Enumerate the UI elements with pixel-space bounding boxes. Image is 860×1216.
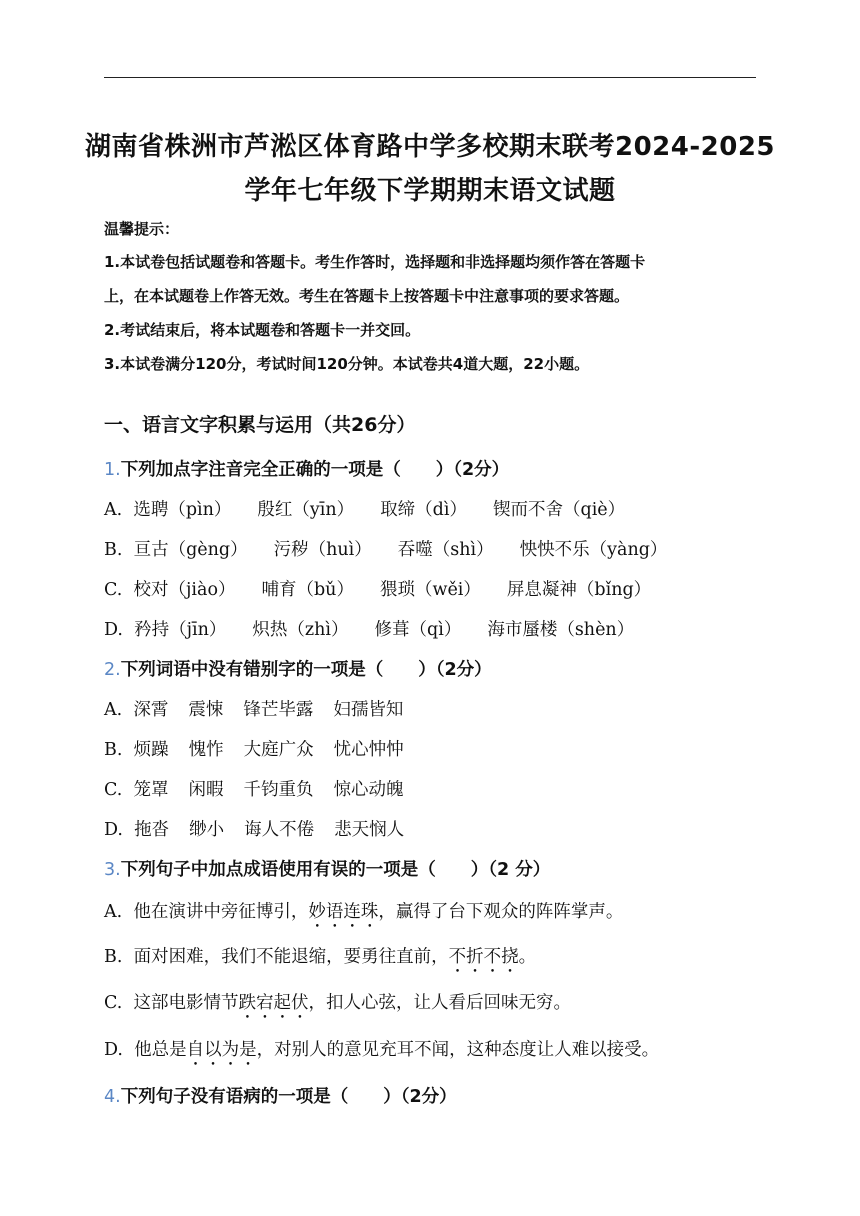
option-text-after: ，对别人的意见充耳不闻，这种态度让人难以接受。 bbox=[256, 1040, 660, 1060]
option-text-after: ，扣人心弦，让人看后回味无穷。 bbox=[308, 993, 571, 1013]
option-item: 海市蜃楼（shèn） bbox=[487, 620, 635, 640]
option-item: 闲暇 bbox=[188, 780, 224, 800]
option-item: 忧心忡忡 bbox=[333, 740, 404, 760]
option-item: 猥琐（wěi） bbox=[379, 580, 481, 600]
option-item: 修葺（qì） bbox=[374, 620, 462, 640]
option-letter: A. bbox=[104, 700, 123, 720]
option-item: 选聘（pìn） bbox=[133, 500, 232, 520]
option-text-after: ，赢得了台下观众的阵阵掌声。 bbox=[378, 902, 624, 922]
question-1 bbox=[104, 456, 509, 481]
q3-option-c bbox=[104, 989, 571, 1023]
tip-line-2: 上，在本试题卷上作答无效。考生在答题卡上按答题卡中注意事项的要求答题。 bbox=[104, 287, 630, 305]
question-number: 4. bbox=[104, 1087, 121, 1107]
option-item: 笼罩 bbox=[133, 780, 169, 800]
question-stem: 下列加点字注音完全正确的一项是（ ）（2分） bbox=[120, 460, 510, 480]
question-number: 3. bbox=[104, 860, 121, 880]
option-item: 悲天悯人 bbox=[334, 820, 405, 840]
option-item: 缈小 bbox=[189, 820, 225, 840]
option-text-before: 面对困难，我们不能退缩，要勇往直前， bbox=[133, 947, 449, 967]
question-stem: 下列句子中加点成语使用有误的一项是（ ）（2 分） bbox=[120, 860, 551, 880]
option-item: 愧怍 bbox=[188, 740, 224, 760]
option-text-after: 。 bbox=[518, 947, 537, 967]
option-item: 妇孺皆知 bbox=[333, 700, 404, 720]
option-item: 哺育（bǔ） bbox=[261, 580, 354, 600]
question-stem: 下列词语中没有错别字的一项是（ ）（2分） bbox=[120, 660, 492, 680]
q1-option-a bbox=[104, 496, 651, 521]
option-letter: B. bbox=[104, 540, 123, 560]
tip-line-1: 1.本试卷包括试题卷和答题卡。考生作答时，选择题和非选择题均须作答在答题卡 bbox=[104, 253, 646, 271]
option-item: 拖沓 bbox=[134, 820, 170, 840]
option-letter: D. bbox=[104, 620, 123, 640]
question-stem: 下列句子没有语病的一项是（ ）（2分） bbox=[120, 1087, 457, 1107]
q2-option-c bbox=[104, 776, 429, 801]
q2-option-b bbox=[104, 736, 430, 761]
emphasized-idiom: 自以为是 bbox=[186, 1040, 257, 1060]
emphasized-idiom: 不折不挠 bbox=[448, 947, 519, 967]
option-letter: C. bbox=[104, 993, 123, 1013]
q2-option-d bbox=[104, 816, 430, 841]
question-3 bbox=[104, 856, 550, 881]
q1-option-c bbox=[104, 576, 677, 601]
option-item: 惊心动魄 bbox=[333, 780, 404, 800]
header-rule bbox=[104, 77, 756, 78]
option-letter: C. bbox=[104, 580, 123, 600]
tip-line-3: 2.考试结束后，将本试题卷和答题卡一并交回。 bbox=[104, 321, 421, 339]
option-item: 烦躁 bbox=[133, 740, 169, 760]
option-item: 亘古（gèng） bbox=[133, 540, 248, 560]
option-item: 深霄 bbox=[133, 700, 169, 720]
option-item: 炽热（zhì） bbox=[252, 620, 349, 640]
option-item: 震悚 bbox=[188, 700, 224, 720]
tip-line-4: 3.本试卷满分120分，考试时间120分钟。本试卷共4道大题，22小题。 bbox=[104, 355, 590, 373]
option-letter: A. bbox=[104, 500, 123, 520]
option-letter: C. bbox=[104, 780, 123, 800]
question-2 bbox=[104, 656, 492, 681]
option-item: 屏息凝神（bǐng） bbox=[506, 580, 652, 600]
option-text-before: 他总是 bbox=[134, 1040, 187, 1060]
option-item: 锲而不舍（qiè） bbox=[493, 500, 626, 520]
option-item: 千钧重负 bbox=[243, 780, 314, 800]
option-letter: B. bbox=[104, 947, 123, 967]
option-letter: B. bbox=[104, 740, 123, 760]
q3-option-a bbox=[104, 898, 623, 932]
emphasized-idiom: 妙语连珠 bbox=[308, 902, 379, 922]
option-item: 诲人不倦 bbox=[244, 820, 315, 840]
option-text-before: 他在演讲中旁征博引， bbox=[133, 902, 309, 922]
option-item: 取缔（dì） bbox=[380, 500, 467, 520]
option-item: 矜持（jīn） bbox=[134, 620, 227, 640]
option-item: 吞噬（shì） bbox=[397, 540, 494, 560]
section-heading: 一、语言文字积累与运用（共26分） bbox=[104, 414, 416, 436]
page-title-line2: 学年七年级下学期期末语文试题 bbox=[244, 176, 616, 206]
q3-option-b bbox=[104, 943, 536, 977]
question-number: 1. bbox=[104, 460, 121, 480]
option-item: 大庭广众 bbox=[243, 740, 314, 760]
option-letter: A. bbox=[104, 902, 123, 922]
option-item: 殷红（yīn） bbox=[257, 500, 355, 520]
option-item: 校对（jiào） bbox=[133, 580, 236, 600]
q1-option-d bbox=[104, 616, 660, 641]
option-letter: D. bbox=[104, 820, 123, 840]
q1-option-b bbox=[104, 536, 693, 561]
emphasized-idiom: 跌宕起伏 bbox=[238, 993, 309, 1013]
option-letter: D. bbox=[104, 1040, 123, 1060]
question-number: 2. bbox=[104, 660, 121, 680]
tips-heading: 温馨提示： bbox=[104, 220, 180, 238]
page-title-line1: 湖南省株洲市芦淞区体育路中学多校期末联考2024-2025 bbox=[84, 132, 776, 162]
q2-option-a bbox=[104, 696, 429, 721]
option-item: 污秽（huì） bbox=[273, 540, 372, 560]
option-item: 怏怏不乐（yàng） bbox=[519, 540, 668, 560]
option-item: 锋芒毕露 bbox=[243, 700, 314, 720]
question-4 bbox=[104, 1083, 457, 1108]
q3-option-d bbox=[104, 1036, 659, 1070]
option-text-before: 这部电影情节 bbox=[133, 993, 239, 1013]
